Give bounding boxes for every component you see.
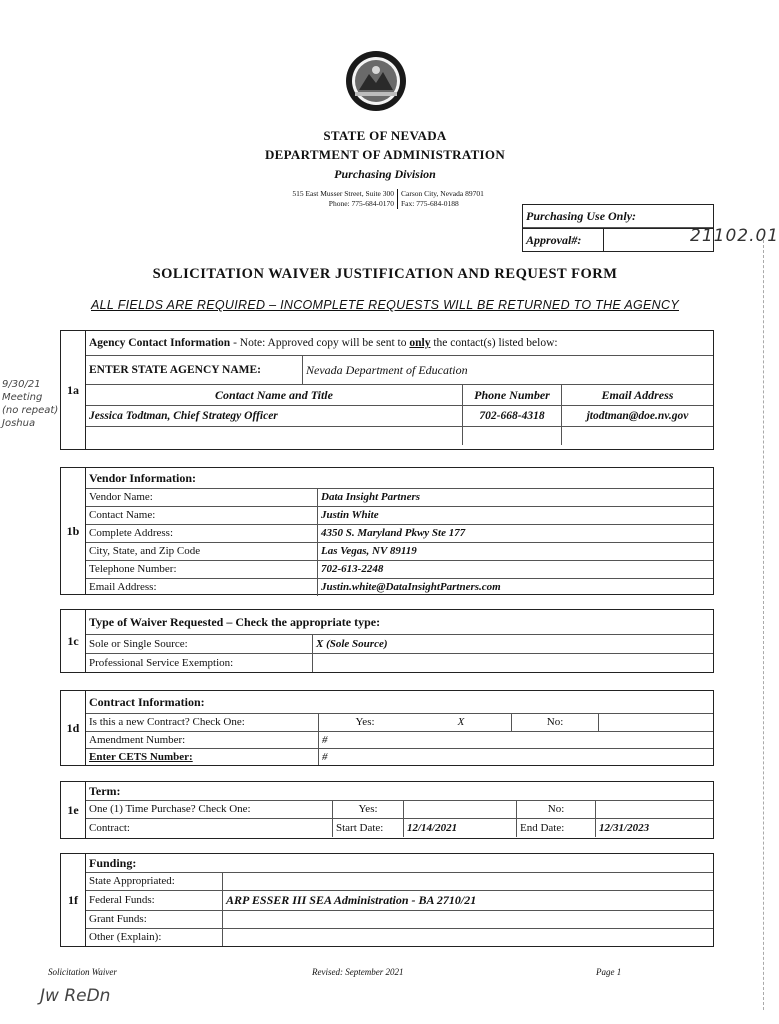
new-no-value <box>598 714 713 731</box>
heading-note-end: the contact(s) listed below: <box>430 337 558 349</box>
vendor-email-label: Email Address: <box>89 581 157 593</box>
address-city: Carson City, Nevada 89701 <box>401 189 484 198</box>
contact-phone-value: 702-668-4318 <box>462 406 561 426</box>
end-date-label: End Date: <box>516 819 595 837</box>
section-1f-funding <box>60 853 714 947</box>
header-fax: Fax: 775-684-0188 <box>401 199 459 208</box>
margin-handwritten-note: 9/30/21 Meeting (no repeat) Joshua <box>2 379 59 429</box>
handwritten-initials: Jw ReDn <box>40 986 111 1006</box>
term-heading: Term: <box>89 784 121 798</box>
section-1e-term <box>60 781 714 839</box>
footer-revised: Revised: September 2021 <box>312 967 404 977</box>
new-contract-label: Is this a new Contract? Check One: <box>89 716 245 728</box>
state-appropriated-label: State Appropriated: <box>89 875 175 887</box>
header-division: Purchasing Division <box>334 167 436 181</box>
scan-edge-line <box>763 240 764 1010</box>
header-department: DEPARTMENT OF ADMINISTRATION <box>264 147 506 162</box>
vendor-contact-label: Contact Name: <box>89 509 156 521</box>
end-date-value: 12/31/2023 <box>595 819 713 837</box>
section-number: 1b <box>61 468 86 594</box>
purchasing-use-label: Purchasing Use Only: <box>526 209 637 223</box>
heading-text: Agency Contact Information <box>89 337 231 349</box>
sole-source-label: Sole or Single Source: <box>89 638 188 650</box>
new-yes-label: Yes: <box>318 714 411 731</box>
vendor-city-label: City, State, and Zip Code <box>89 545 201 557</box>
new-no-label: No: <box>511 714 598 731</box>
section-1c-waiver-type <box>60 609 714 673</box>
vendor-name-label: Vendor Name: <box>89 491 153 503</box>
amendment-label: Amendment Number: <box>89 734 186 746</box>
section-1d-contract-info <box>60 690 714 766</box>
grant-funds-value <box>222 911 229 928</box>
contact-name-value: Jessica Todtman, Chief Strategy Officer <box>89 410 278 422</box>
prof-service-value <box>312 654 319 672</box>
federal-funds-label: Federal Funds: <box>89 894 155 906</box>
vendor-city-value: Las Vegas, NV 89119 <box>317 543 420 560</box>
vendor-address-value: 4350 S. Maryland Pkwy Ste 177 <box>317 525 468 542</box>
approval-label: Approval#: <box>526 233 582 247</box>
contract-heading: Contract Information: <box>89 695 205 709</box>
prof-service-label: Professional Service Exemption: <box>89 657 234 669</box>
federal-funds-value: ARP ESSER III SEA Administration - BA 2710/21 <box>222 891 479 910</box>
vendor-address-label: Complete Address: <box>89 527 174 539</box>
contact-empty-email <box>561 427 713 445</box>
sole-source-value: X (Sole Source) <box>312 635 391 653</box>
section-number: 1a <box>61 331 86 449</box>
vendor-contact-value: Justin White <box>317 507 382 524</box>
section-1b-vendor-info <box>60 467 714 595</box>
heading-note-only: only <box>409 337 431 349</box>
one-time-no-value <box>595 801 713 818</box>
vendor-name-value: Data Insight Partners <box>317 489 423 506</box>
address-street: 515 East Musser Street, Suite 300 <box>232 189 398 199</box>
col-contact-name: Contact Name and Title <box>215 388 333 402</box>
other-funds-value <box>222 929 229 946</box>
waiver-type-heading: Type of Waiver Requested – Check the appropriate type: <box>89 615 381 629</box>
col-email: Email Address <box>561 385 713 405</box>
contact-email-value: jtodtman@doe.nv.gov <box>561 406 713 426</box>
vendor-email-value: Justin.white@DataInsightPartners.com <box>317 579 504 596</box>
section-number: 1c <box>61 610 86 672</box>
contact-empty-name <box>86 427 462 445</box>
heading-note: - Note: Approved copy will be sent to <box>230 337 410 349</box>
section-number: 1e <box>61 782 86 838</box>
footer-page: Page 1 <box>596 967 622 977</box>
start-date-label: Start Date: <box>332 819 403 837</box>
header-state: STATE OF NEVADA <box>323 128 447 143</box>
header-phone: Phone: 775-684-0170 <box>232 199 398 209</box>
section-1a-agency-contact <box>60 330 714 450</box>
one-time-label: One (1) Time Purchase? Check One: <box>89 803 251 815</box>
state-appropriated-value <box>222 873 229 890</box>
col-phone: Phone Number <box>462 385 561 405</box>
contract-term-label: Contract: <box>89 822 130 834</box>
cets-value: # <box>318 749 331 765</box>
state-seal-logo <box>345 50 407 112</box>
new-yes-value: X <box>457 716 465 728</box>
vendor-heading: Vendor Information: <box>89 471 197 485</box>
section-number: 1f <box>61 854 86 946</box>
agency-name-value: Nevada Department of Education <box>302 356 471 384</box>
agency-contact-heading <box>86 331 561 355</box>
one-time-yes-label: Yes: <box>332 801 403 818</box>
agency-name-label: ENTER STATE AGENCY NAME: <box>89 364 261 376</box>
contact-empty-phone <box>462 427 561 445</box>
section-number: 1d <box>61 691 86 765</box>
form-subtitle: ALL FIELDS ARE REQUIRED – INCOMPLETE REQUESTS WILL BE RETURNED TO THE AGENCY <box>91 298 679 312</box>
cets-label: Enter CETS Number: <box>89 751 193 763</box>
vendor-phone-value: 702-613-2248 <box>317 561 386 578</box>
grant-funds-label: Grant Funds: <box>89 913 147 925</box>
vendor-phone-label: Telephone Number: <box>89 563 177 575</box>
purchasing-use-box <box>522 204 779 252</box>
approval-number: 21102.01 <box>690 226 779 246</box>
one-time-no-label: No: <box>516 801 595 818</box>
amendment-value: # <box>318 732 331 748</box>
header-address <box>232 189 484 209</box>
other-funds-label: Other (Explain): <box>89 931 162 943</box>
footer-form-name: Solicitation Waiver <box>48 967 117 977</box>
form-title: SOLICITATION WAIVER JUSTIFICATION AND REQUEST FORM <box>152 266 618 282</box>
start-date-value: 12/14/2021 <box>403 819 516 837</box>
funding-heading: Funding: <box>89 856 137 870</box>
one-time-yes-value <box>403 801 516 818</box>
